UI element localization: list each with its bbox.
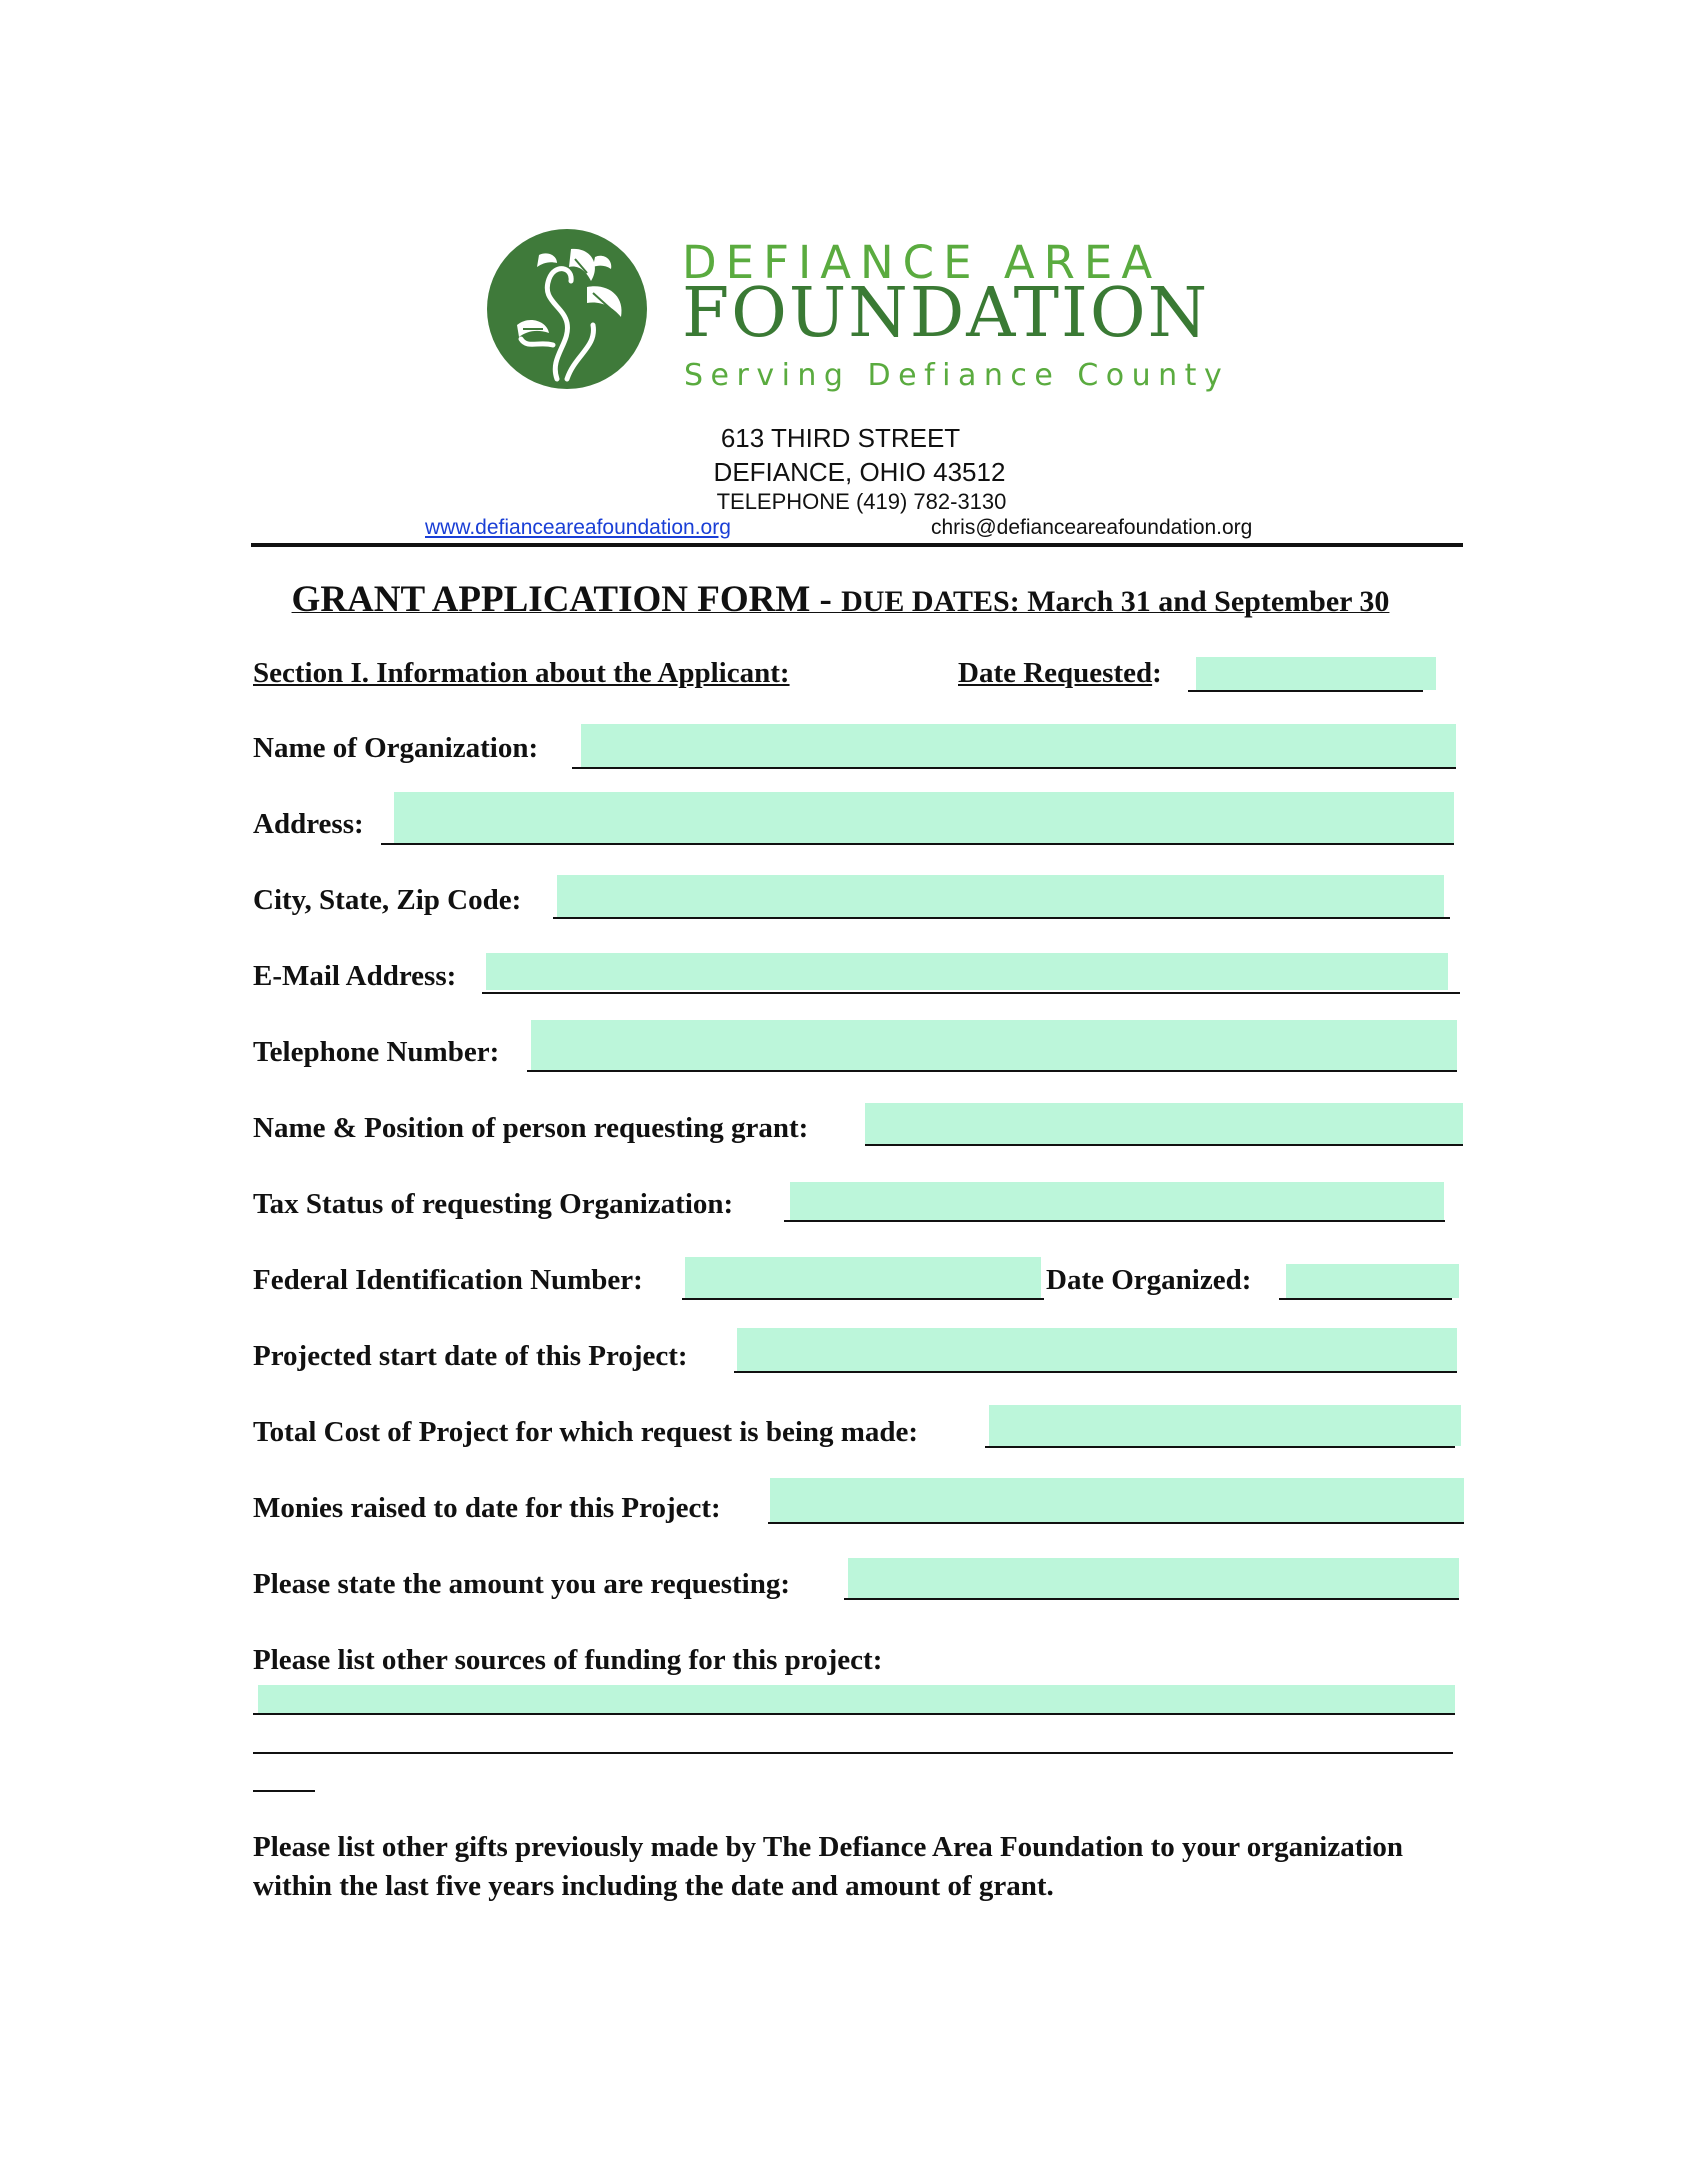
- amount-requested-label: Please state the amount you are requesting:: [253, 1568, 790, 1600]
- total-cost-field[interactable]: [989, 1405, 1461, 1446]
- email-text: chris@defianceareafoundation.org: [931, 516, 1253, 539]
- tax-status-label: Tax Status of requesting Organization:: [253, 1188, 734, 1220]
- tax-status-field[interactable]: [790, 1182, 1444, 1220]
- city-address: DEFIANCE, OHIO 43512: [713, 457, 1006, 487]
- monies-raised-field[interactable]: [770, 1478, 1464, 1523]
- requester-underline: [865, 1144, 1463, 1146]
- organization-underline: [572, 767, 1456, 769]
- date-requested-colon: :: [1152, 657, 1162, 689]
- date-organized-underline: [1279, 1298, 1452, 1300]
- form-title-main: GRANT APPLICATION FORM -: [291, 579, 842, 620]
- logo-line-1: DEFIANCE AREA: [682, 236, 1162, 289]
- section-heading: Section I. Information about the Applicant:: [253, 657, 790, 689]
- other-sources-underline-3: [253, 1790, 315, 1792]
- city-state-zip-label: City, State, Zip Code:: [253, 884, 522, 916]
- telephone-underline: [527, 1070, 1457, 1072]
- telephone-label: Telephone Number:: [253, 1036, 500, 1068]
- monies-raised-underline: [768, 1522, 1464, 1524]
- city-state-zip-underline: [553, 917, 1450, 919]
- other-sources-underline-2: [253, 1752, 1453, 1754]
- total-cost-label: Total Cost of Project for which request is being made:: [253, 1416, 919, 1448]
- amount-requested-underline: [844, 1598, 1459, 1600]
- requester-field[interactable]: [865, 1103, 1463, 1145]
- city-state-zip-field[interactable]: [557, 875, 1444, 917]
- telephone-text: TELEPHONE (419) 782-3130: [716, 489, 1007, 514]
- logo-tagline: Serving Defiance County: [684, 358, 1230, 393]
- total-cost-underline: [985, 1446, 1455, 1448]
- previous-gifts-prompt: Please list other gifts previously made by The Defiance Area Foundation to your organization within the last five years including the date and amount of grant.: [253, 1831, 1404, 1902]
- date-requested-text: Date Requested: [958, 657, 1153, 689]
- organization-label: Name of Organization:: [253, 732, 539, 764]
- other-sources-underline-1: [253, 1713, 1455, 1715]
- tree-icon: [487, 229, 647, 389]
- address-underline: [381, 843, 1454, 845]
- due-dates: DUE DATES: March 31 and September 30: [841, 585, 1390, 618]
- date-organized-label: Date Organized:: [1046, 1264, 1252, 1296]
- federal-id-underline: [682, 1298, 1044, 1300]
- federal-id-label: Federal Identification Number:: [253, 1264, 643, 1296]
- email-field[interactable]: [486, 953, 1448, 990]
- telephone-field[interactable]: [531, 1020, 1457, 1072]
- date-requested-label: [958, 657, 1162, 690]
- date-requested-underline: [1188, 690, 1423, 692]
- amount-requested-field[interactable]: [848, 1558, 1459, 1598]
- monies-raised-label: Monies raised to date for this Project:: [253, 1492, 721, 1524]
- start-date-field[interactable]: [737, 1328, 1457, 1372]
- address-label: Address:: [253, 808, 364, 840]
- federal-id-field[interactable]: [685, 1257, 1041, 1298]
- website-link[interactable]: www.defianceareafoundation.org: [425, 516, 731, 539]
- address-field[interactable]: [394, 792, 1454, 844]
- tax-status-underline: [784, 1220, 1445, 1222]
- other-sources-field[interactable]: [258, 1685, 1455, 1715]
- street-address: 613 THIRD STREET: [720, 423, 961, 453]
- logo-tree-icon: [487, 229, 647, 389]
- start-date-underline: [734, 1371, 1457, 1373]
- date-organized-field[interactable]: [1286, 1264, 1459, 1298]
- email-underline: [482, 992, 1460, 994]
- requester-label: Name & Position of person requesting grant:: [253, 1112, 809, 1144]
- other-sources-label: Please list other sources of funding for this project:: [253, 1644, 883, 1676]
- date-requested-field[interactable]: [1196, 657, 1436, 690]
- logo-line-2: FOUNDATION: [682, 274, 1210, 353]
- start-date-label: Projected start date of this Project:: [253, 1340, 688, 1372]
- header-divider: [251, 543, 1463, 547]
- form-title: [0, 578, 1699, 621]
- email-label: E-Mail Address:: [253, 960, 457, 992]
- organization-field[interactable]: [581, 724, 1456, 768]
